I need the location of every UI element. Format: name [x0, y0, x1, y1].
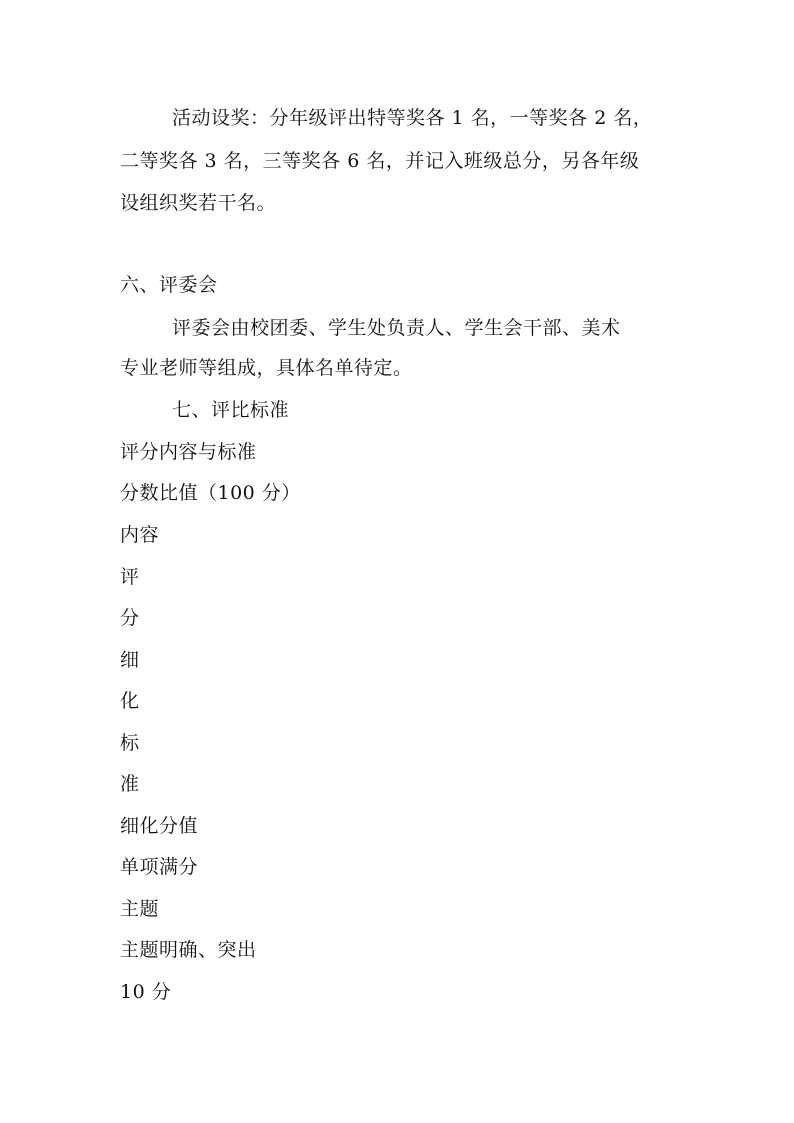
criteria-heading: 七、评比标准 [172, 399, 290, 421]
criteria-table-title: 评分内容与标准 [120, 441, 257, 463]
awards-line-1: 活动设奖：分年级评出特等奖各 1 名，一等奖各 2 名， [172, 107, 653, 129]
column-detail-char: 分 [120, 607, 140, 629]
row-content: 主题 [120, 898, 160, 920]
row-standard: 主题明确、突出 [120, 939, 257, 961]
column-detail-char: 标 [120, 732, 140, 754]
committee-line-2: 专业老师等组成，具体名单待定。 [120, 357, 413, 379]
awards-line-3: 设组织奖若干名。 [120, 192, 277, 214]
awards-line-2: 二等奖各 3 名，三等奖各 6 名，并记入班级总分，另各年级 [120, 150, 640, 172]
column-detail-char: 评 [120, 566, 140, 588]
column-detail-char: 细 [120, 649, 140, 671]
column-detail-char: 准 [120, 773, 140, 795]
criteria-score-ratio: 分数比值（100 分） [120, 482, 301, 504]
committee-heading: 六、评委会 [120, 274, 218, 296]
column-detail-char: 化 [120, 690, 140, 712]
row-score: 10 分 [120, 981, 172, 1003]
column-content: 内容 [120, 524, 160, 546]
column-detail-value: 细化分值 [120, 815, 199, 837]
committee-line-1: 评委会由校团委、学生处负责人、学生会干部、美术 [172, 317, 621, 339]
column-item-full: 单项满分 [120, 856, 199, 878]
